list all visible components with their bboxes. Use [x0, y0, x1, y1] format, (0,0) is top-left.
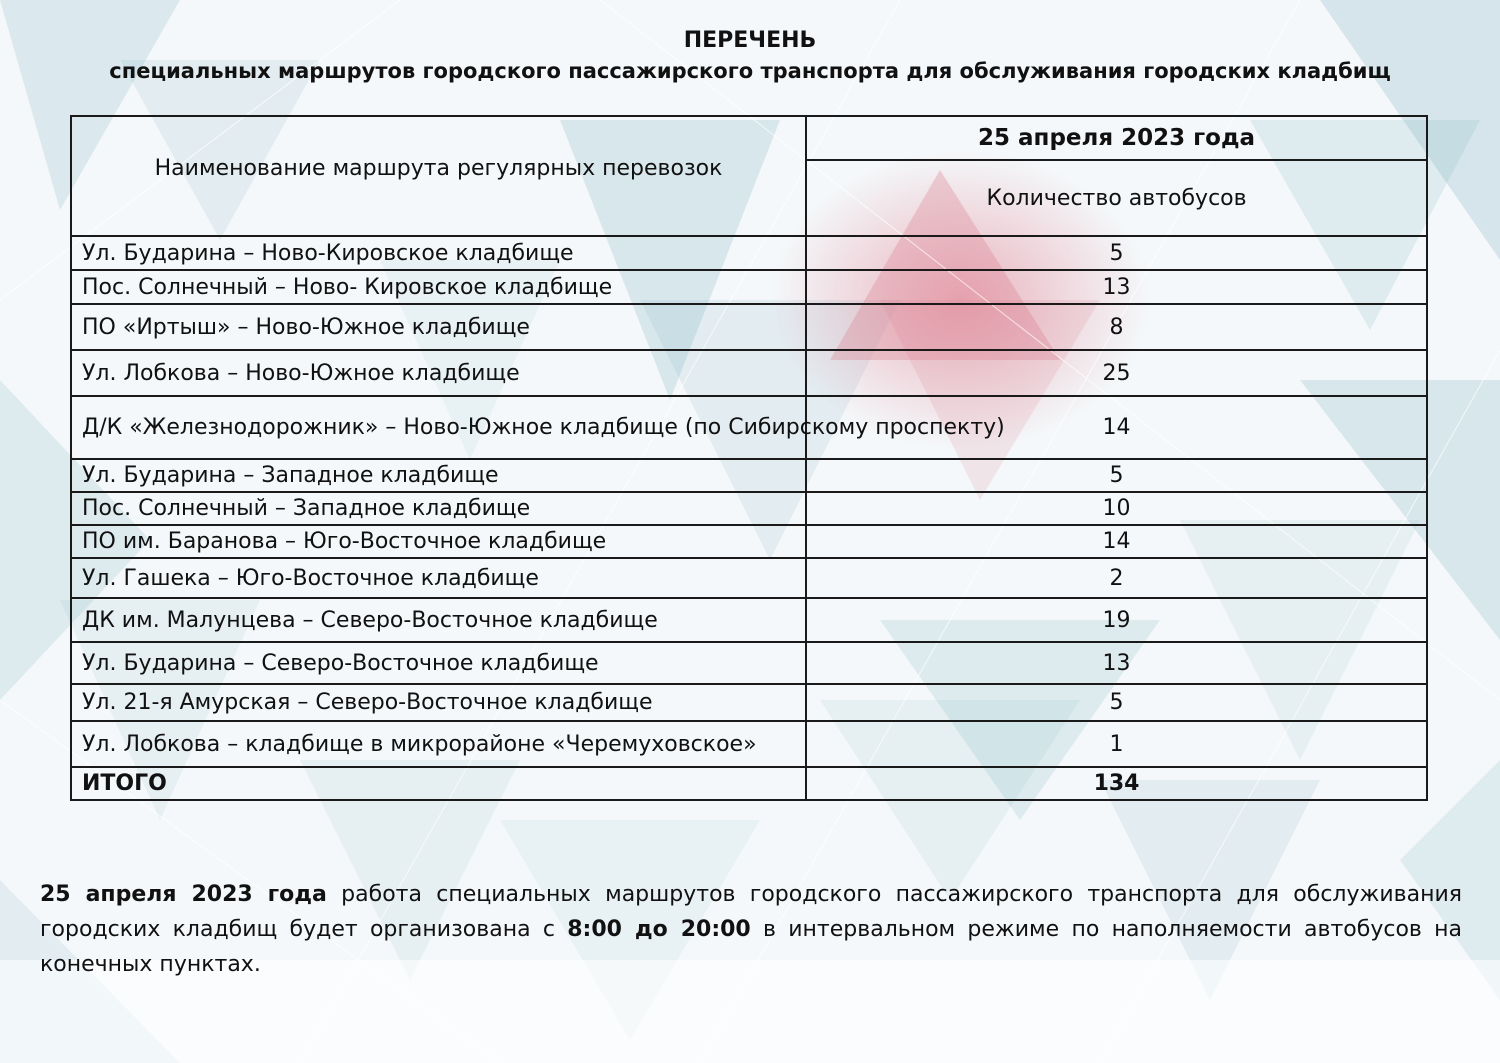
- total-label: ИТОГО: [71, 767, 806, 800]
- bus-count-cell: 13: [806, 270, 1427, 304]
- bus-count-cell: 14: [806, 396, 1427, 459]
- table-row: [71, 598, 1427, 642]
- route-name-cell: Ул. Лобкова – Ново-Южное кладбище: [71, 350, 806, 396]
- note-text-2: в интервальном режиме по наполняемости автобусов на конечных пунктах.: [40, 917, 1463, 977]
- table-row: [71, 270, 1427, 304]
- table-row: [71, 396, 1427, 459]
- table-row: [71, 525, 1427, 558]
- document-heading: [0, 26, 1500, 86]
- route-name-cell: Ул. Гашека – Юго-Восточное кладбище: [71, 558, 806, 598]
- route-name-cell: Пос. Солнечный – Ново- Кировское кладбище: [71, 270, 806, 304]
- table-row: [71, 684, 1427, 721]
- table-header-row: [71, 116, 1427, 160]
- table-row: [71, 304, 1427, 350]
- bus-count-cell: 19: [806, 598, 1427, 642]
- route-name-cell: ДК им. Малунцева – Северо-Восточное кладбище: [71, 598, 806, 642]
- route-name-cell: Ул. Лобкова – кладбище в микрорайоне «Черемуховское»: [71, 721, 806, 767]
- table-row: [71, 350, 1427, 396]
- bus-count-cell: 5: [806, 236, 1427, 270]
- note-time: 8:00 до 20:00: [567, 917, 751, 942]
- route-name-cell: Ул. Бударина – Северо-Восточное кладбище: [71, 642, 806, 684]
- note-text-1: работа специальных маршрутов городского пассажирского транспорта для обслуживания городских кладбищ будет организована с: [40, 882, 1462, 942]
- route-name-cell: Д/К «Железнодорожник» – Ново-Южное кладбище (по Сибирскому проспекту): [71, 396, 806, 459]
- bus-count-cell: 25: [806, 350, 1427, 396]
- route-name-cell: Пос. Солнечный – Западное кладбище: [71, 492, 806, 525]
- route-name-cell: Ул. Бударина – Ново-Кировское кладбище: [71, 236, 806, 270]
- table-row: [71, 459, 1427, 492]
- header-date: 25 апреля 2023 года: [806, 116, 1427, 160]
- bus-count-cell: 5: [806, 459, 1427, 492]
- route-name-cell: ПО «Иртыш» – Ново-Южное кладбище: [71, 304, 806, 350]
- routes-table: [70, 115, 1428, 801]
- table-row: [71, 642, 1427, 684]
- note-date: 25 апреля 2023 года: [40, 882, 327, 907]
- table-row: [71, 492, 1427, 525]
- bus-count-cell: 8: [806, 304, 1427, 350]
- table-row: [71, 558, 1427, 598]
- total-value: 134: [806, 767, 1427, 800]
- bus-count-cell: 14: [806, 525, 1427, 558]
- route-name-cell: ПО им. Баранова – Юго-Восточное кладбище: [71, 525, 806, 558]
- bus-count-cell: 1: [806, 721, 1427, 767]
- bus-count-cell: 5: [806, 684, 1427, 721]
- route-name-cell: Ул. 21-я Амурская – Северо-Восточное кладбище: [71, 684, 806, 721]
- header-bus-count: Количество автобусов: [806, 160, 1427, 236]
- table-total-row: [71, 767, 1427, 800]
- bus-count-cell: 2: [806, 558, 1427, 598]
- bus-count-cell: 13: [806, 642, 1427, 684]
- table-row: [71, 721, 1427, 767]
- bus-count-cell: 10: [806, 492, 1427, 525]
- document-subtitle: специальных маршрутов городского пассажирского транспорта для обслуживания городских кладбищ: [109, 59, 1391, 83]
- header-route-name: Наименование маршрута регулярных перевозок: [71, 116, 806, 236]
- route-name-cell: Ул. Бударина – Западное кладбище: [71, 459, 806, 492]
- schedule-note: [40, 877, 1462, 982]
- document-title: ПЕРЕЧЕНЬ: [683, 28, 817, 53]
- table-row: [71, 236, 1427, 270]
